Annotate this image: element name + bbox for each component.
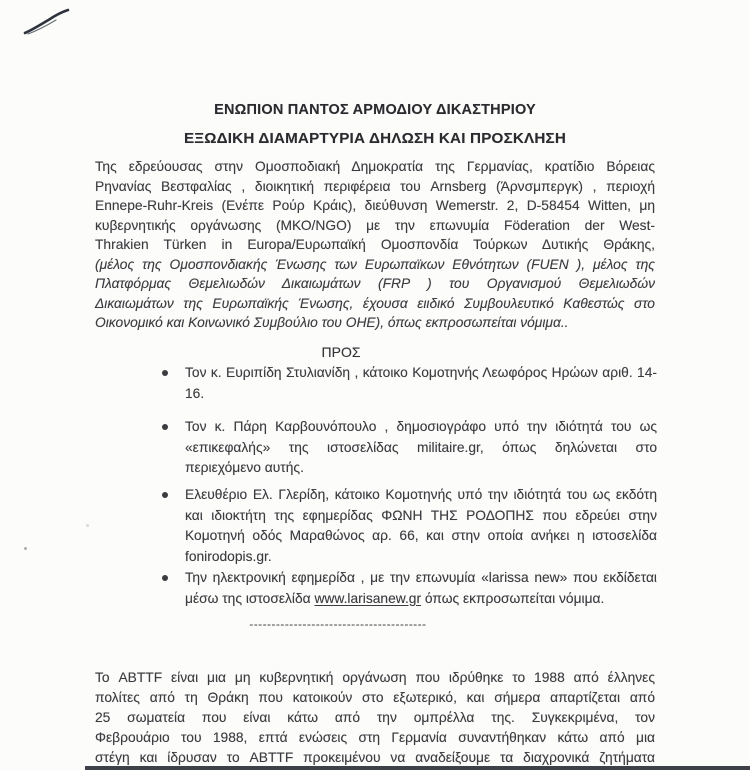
bullet-dot-icon bbox=[162, 424, 168, 430]
scan-noise-dot bbox=[86, 524, 89, 527]
sender-paragraph-line: Thrakien Türken in Europa/Ευρωπαϊκή Ομοσπονδία Τούρκων Δυτικής Θράκης, bbox=[95, 237, 655, 252]
body-paragraph-line: Φεβρουάριο του 1988, επτά ενώσεις στη Γερμανία συναντήθηκαν κάτω από μια bbox=[95, 730, 655, 745]
sender-paragraph-line: Ennepe-Ruhr-Kreis (Ενέπε Ρούρ Κράις), διεύθυνση Wemerstr. 2, D-58454 Witten, μη bbox=[95, 198, 655, 213]
recipient-line: και ιδιοκτήτη της εφημερίδας ΦΩΝΗ ΤΗΣ ΡΟΔΟΠΗΣ που εδρεύει στην bbox=[185, 507, 657, 523]
recipient-line: Την ηλεκτρονική εφημερίδα , με την επωνυμία «larissa new» που εκδίδεται bbox=[185, 570, 657, 585]
website-url-underlined: www.larisanew.gr bbox=[314, 590, 422, 606]
recipient-line: fonirodopis.gr. bbox=[185, 548, 272, 564]
sender-paragraph-line-italic: (μέλος της Ομοσπονδιακής Ένωσης των Ευρωπαϊκων Εθνότητων (FUEN ), μέλος της bbox=[95, 256, 655, 272]
sender-paragraph-line: Της εδρεύουσας στην Ομοσποδιακή Δημοκρατία της Γερμανίας, κρατίδιο Βόρειας bbox=[95, 159, 655, 174]
bullet-dot-icon bbox=[162, 575, 168, 581]
body-paragraph-line: στέγη και ίδρυσαν το ABTTF προκειμένου να αναδείξουμε τα διαχρονικά ζητήματα bbox=[95, 750, 655, 765]
body-paragraph-line: 25 σωματεία που είναι κάτω από την ομπρέλλα της. Συγκεκριμένα, τον bbox=[95, 710, 655, 725]
bullet-dot-icon bbox=[162, 492, 168, 498]
recipient-item bbox=[160, 363, 657, 404]
recipient-line bbox=[185, 589, 657, 610]
recipient-line-text: όπως εκπροσωπείται νόμιμα. bbox=[421, 590, 605, 606]
sender-paragraph bbox=[95, 157, 655, 333]
recipient-item bbox=[160, 485, 657, 567]
sender-paragraph-line-italic: Οικονομικό και Κοινωνικό Συμβούλιο του ΟΗΕ), όπως εκπροσωπείται νόμιμα.. bbox=[95, 315, 569, 330]
sender-paragraph-line-italic: Δικαιωμάτων της Ευρωπαϊκής Ένωσης, έχουσα ειιδικό Συμβουλευτικό Καθεστώς στο bbox=[95, 295, 655, 311]
document-type-heading: ΕΞΩΔΙΚΗ ΔΙΑΜΑΡΤΥΡΙΑ ΔΗΛΩΣΗ ΚΑΙ ΠΡΟΣΚΛΗΣΗ bbox=[183, 130, 567, 147]
addressee-section-label: ΠΡΟΣ bbox=[321, 344, 361, 360]
court-heading: ΕΝΩΠΙΟΝ ΠΑΝΤΟΣ ΑΡΜΟΔΙΟΥ ΔΙΚΑΣΤΗΡΙΟΥ bbox=[214, 102, 536, 118]
recipient-item bbox=[160, 417, 657, 479]
dashed-separator: ---------------------------------------- bbox=[249, 619, 427, 631]
recipient-line: «επικεφαλής» της ιστοσελίδας militaire.gr, όπως δηλώνεται στο bbox=[185, 439, 657, 455]
sender-paragraph-line: Ρηνανίας Βεστφαλίας , διοικητική περιφέρεια του Arnsberg (Άρνσμπεργκ) , περιοχή bbox=[95, 178, 655, 194]
recipient-line: Τον κ. Ευριπίδη Στυλιανίδη , κάτοικο Κομοτηνής Λεωφόρος Ηρώων αριθ. 14- bbox=[185, 365, 657, 380]
handwritten-pen-mark bbox=[16, 4, 116, 44]
scan-noise-dot bbox=[24, 547, 27, 550]
recipient-line-text: μέσω της ιστοσελίδα bbox=[185, 590, 315, 606]
recipient-line: 16. bbox=[185, 385, 205, 401]
body-paragraph-line: Το ABTTF είναι μια μη κυβερνητική οργάνωση που ιδρύθηκε το 1988 από έλληνες bbox=[95, 670, 655, 685]
recipient-line: Ελευθέριο Ελ. Γλερίδη, κάτοικο Κομοτηνής υπό την ιδιότητά του ως εκδότη bbox=[185, 487, 657, 502]
body-paragraph bbox=[95, 668, 655, 768]
body-paragraph-line: πολίτες από τη Θράκη που κατοικούν στο εξωτερικό, και σήμερα απαρτίζεται από bbox=[95, 690, 655, 705]
bottom-scan-artifact bbox=[85, 766, 750, 770]
recipient-line: Τον κ. Πάρη Καρβουνόπουλο , δημοσιογράφο υπό την ιδιότητά του ως bbox=[185, 419, 657, 434]
sender-paragraph-line-italic: Πλατφόρμας Θεμελιωδών Δικαιωμάτων (FRP ) του Οργανισμού Θεμελιωδών bbox=[95, 276, 655, 291]
recipient-item bbox=[160, 568, 657, 609]
bullet-dot-icon bbox=[162, 370, 168, 376]
recipient-line: περιεχόμενο αυτής. bbox=[185, 460, 304, 475]
recipient-line: Κομοτηνή οδός Μαραθώνος αρ. 66, και στην οποία ανήκει η ιστοσελίδα bbox=[185, 528, 657, 543]
sender-paragraph-line: κυβερνητικής οργάνωσης (ΜΚΟ/NGO) με την επωνυμία Föderation der West- bbox=[95, 217, 655, 233]
